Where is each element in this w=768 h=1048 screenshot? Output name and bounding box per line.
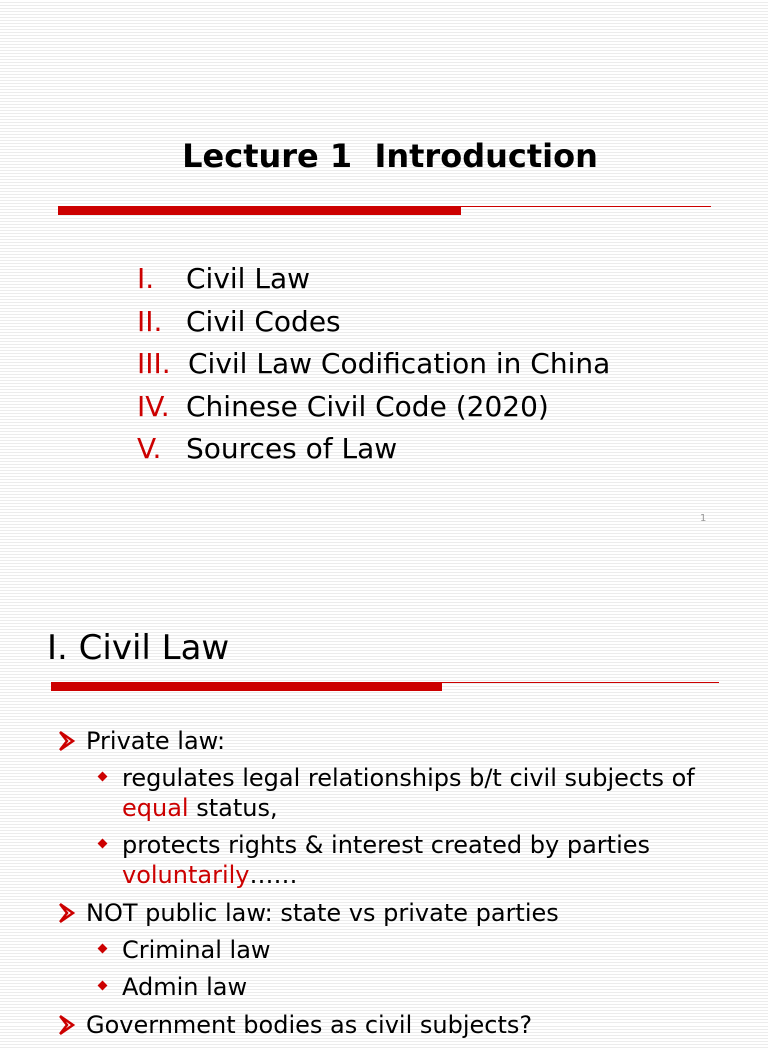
toc-number: V.	[137, 432, 162, 465]
toc-number: II.	[137, 304, 163, 338]
slide-title: I. Civil Law	[47, 628, 230, 668]
diamond-bullet-icon	[98, 839, 108, 849]
sub-bullet-text: Admin law	[122, 973, 248, 1001]
title-underline-line	[442, 682, 719, 683]
bullet-item	[58, 726, 758, 890]
arrow-bullet-icon	[58, 1015, 76, 1035]
arrow-bullet-icon	[58, 731, 76, 751]
toc-text: Civil Law Codification in China	[188, 347, 611, 380]
title-underline-bar	[51, 682, 442, 691]
toc-item	[137, 343, 611, 386]
toc-item	[137, 428, 398, 471]
bullet-text: NOT public law: state vs private parties	[86, 899, 559, 927]
toc-item	[137, 258, 311, 301]
arrow-bullet-icon	[58, 903, 76, 923]
sub-bullet-item	[86, 972, 758, 1002]
sub-bullet-text: ……	[249, 861, 298, 889]
bullet-list	[58, 726, 758, 1048]
toc-text: Chinese Civil Code (2020)	[186, 389, 549, 423]
toc-text: Sources of Law	[186, 432, 398, 465]
sub-bullet-text: Criminal law	[122, 936, 271, 964]
bullet-item	[58, 898, 758, 1002]
bullet-item	[58, 1010, 758, 1040]
diamond-bullet-icon	[98, 772, 108, 782]
sub-bullet-list	[86, 763, 758, 890]
toc-number: I.	[137, 262, 155, 295]
page-number: 1	[700, 513, 707, 524]
toc-item	[137, 301, 341, 344]
sub-bullet-item	[86, 763, 758, 823]
sub-bullet-text: protects rights & interest created by parties	[122, 831, 651, 859]
sub-bullet-text: status,	[188, 794, 278, 822]
toc-item	[137, 386, 549, 429]
slide-2	[0, 566, 768, 1039]
toc-number: III.	[137, 347, 171, 380]
diamond-bullet-icon	[98, 981, 108, 991]
sub-bullet-text: regulates legal relationships b/t civil subjects of	[122, 764, 695, 792]
table-of-contents	[137, 258, 611, 471]
sub-bullet-item	[86, 830, 758, 890]
emphasis-text: voluntarily	[122, 861, 250, 889]
slide-title: Lecture 1 Introduction	[182, 137, 598, 175]
bullet-text: Private law:	[86, 727, 226, 755]
toc-text: Civil Codes	[186, 304, 341, 338]
toc-text: Civil Law	[186, 262, 311, 295]
title-underline-line	[461, 206, 711, 207]
sub-bullet-item	[86, 935, 758, 965]
bullet-text: Government bodies as civil subjects?	[86, 1011, 533, 1039]
sub-bullet-list	[86, 935, 758, 1002]
title-underline-bar	[58, 206, 461, 215]
toc-number: IV.	[137, 389, 170, 423]
diamond-bullet-icon	[98, 944, 108, 954]
emphasis-text: equal	[122, 794, 189, 822]
